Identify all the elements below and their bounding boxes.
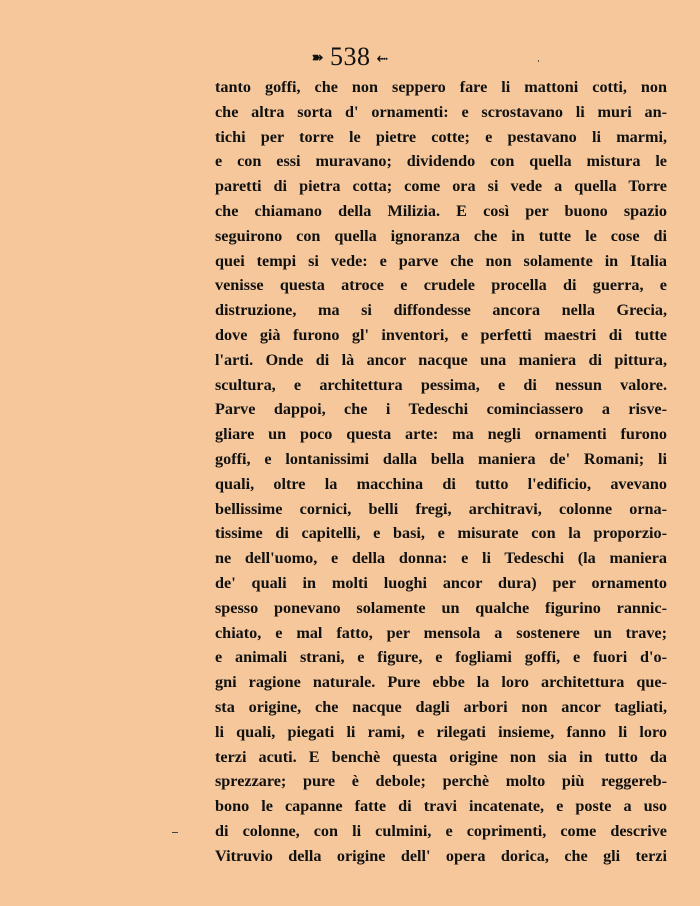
text-line: l'arti. Onde di là ancor nacque una maniera di pittura, — [215, 350, 667, 369]
text-line: quali, oltre la macchina di tutto l'edificio, avevano — [215, 474, 667, 493]
text-line: sta origine, che nacque dagli arbori non ancor tagliati, — [215, 697, 667, 716]
text-line: distruzione, ma si diffondesse ancora nella Grecia, — [215, 301, 667, 320]
text-line: gni ragione naturale. Pure ebbe la loro architettura que- — [215, 673, 667, 692]
text-line: li quali, piegati li rami, e rilegati insieme, fanno li loro — [215, 722, 667, 741]
text-line: dove già furono gl' inventori, e perfetti maestri di tutte — [215, 325, 667, 344]
ornament-left-icon: ➽ — [311, 50, 325, 66]
text-line: e animali strani, e figure, e fogliami goffi, e fuori d'o- — [215, 648, 667, 667]
text-line: bellissime cornici, belli fregi, architravi, colonne orna- — [215, 499, 667, 518]
text-line: sprezzare; pure è debole; perchè molto più reggereb- — [215, 772, 667, 791]
text-line: di colonne, con li culmini, e coprimenti, come descrive — [215, 821, 667, 840]
text-line: venisse questa atroce e crudele procella di guerra, e — [215, 276, 667, 295]
text-line: tissime di capitelli, e basi, e misurate con la proporzio- — [215, 524, 667, 543]
text-line: scultura, e architettura pessima, e di nessun valore. — [215, 375, 667, 394]
text-line: ne dell'uomo, e della donna: e li Tedeschi (la maniera — [215, 549, 667, 568]
speck-mark — [538, 60, 539, 62]
text-line: paretti di pietra cotta; come ora si vede a quella Torre — [215, 177, 667, 196]
text-line: che chiamano della Milizia. E così per buono spazio — [215, 201, 667, 220]
text-line: spesso ponevano solamente un qualche figurino rannic- — [215, 598, 667, 617]
text-line: tichi per torre le pietre cotte; e pestavano li marmi, — [215, 127, 667, 146]
body-text — [215, 75, 667, 869]
text-line: Vitruvio della origine dell' opera dorica, che gli terzi — [215, 846, 667, 865]
text-line: che altra sorta d' ornamenti: e scrostavano li muri an- — [215, 102, 667, 121]
text-line: gliare un poco questa arte: ma negli ornamenti furono — [215, 425, 667, 444]
page-header — [0, 42, 700, 72]
ornament-right-icon: ⬸ — [376, 50, 389, 66]
text-line: bono le capanne fatte di travi incatenate, e poste a uso — [215, 797, 667, 816]
text-line: seguirono con quella ignoranza che in tutte le cose di — [215, 226, 667, 245]
text-line: de' quali in molti luoghi ancor dura) per ornamento — [215, 573, 667, 592]
text-line: tanto goffi, che non seppero fare li mattoni cotti, non — [215, 78, 667, 96]
margin-mark — [172, 832, 178, 833]
text-line: Parve dappoi, che i Tedeschi cominciassero a risve- — [215, 400, 667, 419]
text-line: e con essi muravano; dividendo con quella mistura le — [215, 152, 667, 171]
text-line: quei tempi si vede: e parve che non solamente in Italia — [215, 251, 667, 270]
text-line: terzi acuti. E benchè questa origine non sia in tutto da — [215, 747, 667, 766]
text-line: chiato, e mal fatto, per mensola a sostenere un trave; — [215, 623, 667, 642]
page-number: 538 — [330, 42, 371, 71]
text-line: goffi, e lontanissimi dalla bella maniera de' Romani; li — [215, 449, 667, 468]
